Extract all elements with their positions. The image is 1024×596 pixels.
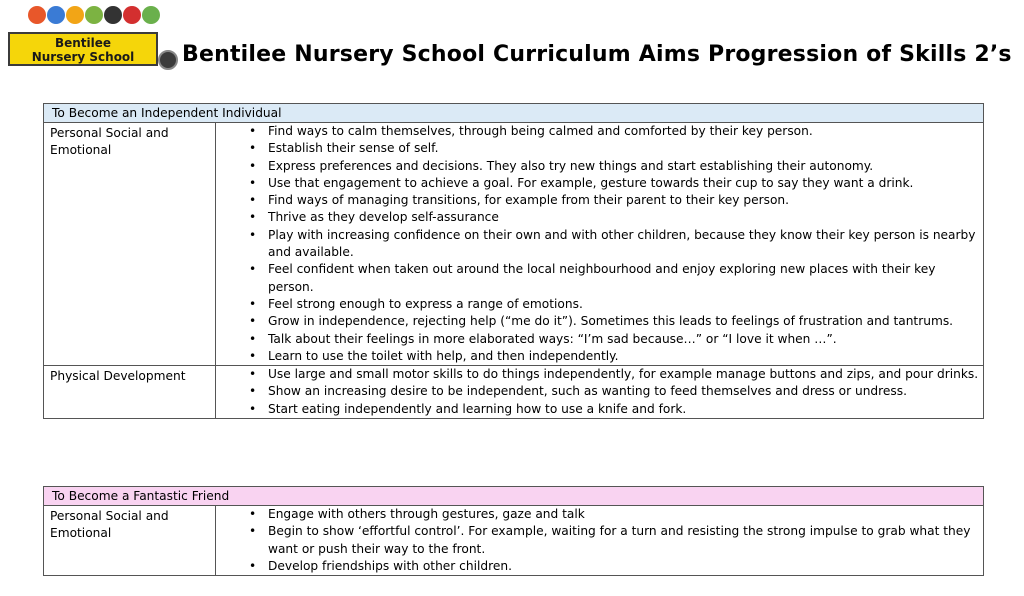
list-item: • Express preferences and decisions. They also try new things and start establishing their autonomy. (268, 158, 983, 175)
wheelchair-icon (158, 50, 178, 70)
aims-cell (216, 366, 984, 419)
section-heading: To Become a Fantastic Friend (44, 487, 984, 506)
child-figure (66, 6, 84, 24)
area-cell: Personal Social and Emotional (44, 123, 216, 366)
list-item: • Thrive as they develop self-assurance (268, 209, 983, 226)
section-header-row (44, 104, 984, 123)
section-fantastic-friend (43, 486, 984, 576)
logo-line-1: Bentilee (54, 36, 112, 50)
page-title: Bentilee Nursery School Curriculum Aims Progression of Skills 2’s (182, 42, 1012, 67)
school-logo (8, 6, 180, 70)
child-figure (123, 6, 141, 24)
child-figure (104, 6, 122, 24)
area-cell: Personal Social and Emotional (44, 506, 216, 576)
list-item: • Start eating independently and learning how to use a knife and fork. (268, 401, 983, 418)
list-item: • Develop friendships with other children. (268, 558, 983, 575)
logo-sign (8, 32, 158, 66)
area-cell: Physical Development (44, 366, 216, 419)
table-row (44, 506, 984, 576)
list-item: • Play with increasing confidence on their own and with other children, because they know their key person is nearby and available. (268, 227, 983, 262)
section-header-row (44, 487, 984, 506)
list-item: • Use large and small motor skills to do things independently, for example manage buttons and zips, and pour drinks. (268, 366, 983, 383)
section-independent-individual (43, 103, 984, 419)
table-row (44, 366, 984, 419)
list-item: • Show an increasing desire to be independent, such as wanting to feed themselves and dress or undress. (268, 383, 983, 400)
list-item: • Begin to show ‘effortful control’. For example, waiting for a turn and resisting the strong impulse to grab what they want or push their way to the front. (268, 523, 983, 558)
aims-list (216, 123, 983, 365)
list-item: • Feel strong enough to express a range of emotions. (268, 296, 983, 313)
child-figure (85, 6, 103, 24)
list-item: • Feel confident when taken out around the local neighbourhood and enjoy exploring new places with their key person. (268, 261, 983, 296)
aims-cell (216, 123, 984, 366)
list-item: • Use that engagement to achieve a goal. For example, gesture towards their cup to say they want a drink. (268, 175, 983, 192)
aims-cell (216, 506, 984, 576)
list-item: • Grow in independence, rejecting help (“me do it”). Sometimes this leads to feelings of frustration and tantrums. (268, 313, 983, 330)
list-item: • Establish their sense of self. (268, 140, 983, 157)
list-item: • Find ways of managing transitions, for example from their parent to their key person. (268, 192, 983, 209)
aims-list (216, 366, 983, 418)
logo-line-2: Nursery School (31, 50, 135, 64)
list-item: • Engage with others through gestures, gaze and talk (268, 506, 983, 523)
list-item: • Find ways to calm themselves, through being calmed and comforted by their key person. (268, 123, 983, 140)
aims-list (216, 506, 983, 575)
list-item: • Learn to use the toilet with help, and then independently. (268, 348, 983, 365)
section-heading: To Become an Independent Individual (44, 104, 984, 123)
table-row (44, 123, 984, 366)
child-figure (142, 6, 160, 24)
list-item: • Talk about their feelings in more elaborated ways: “I’m sad because…” or “I love it when …”. (268, 331, 983, 348)
child-figure (28, 6, 46, 24)
child-figure (47, 6, 65, 24)
